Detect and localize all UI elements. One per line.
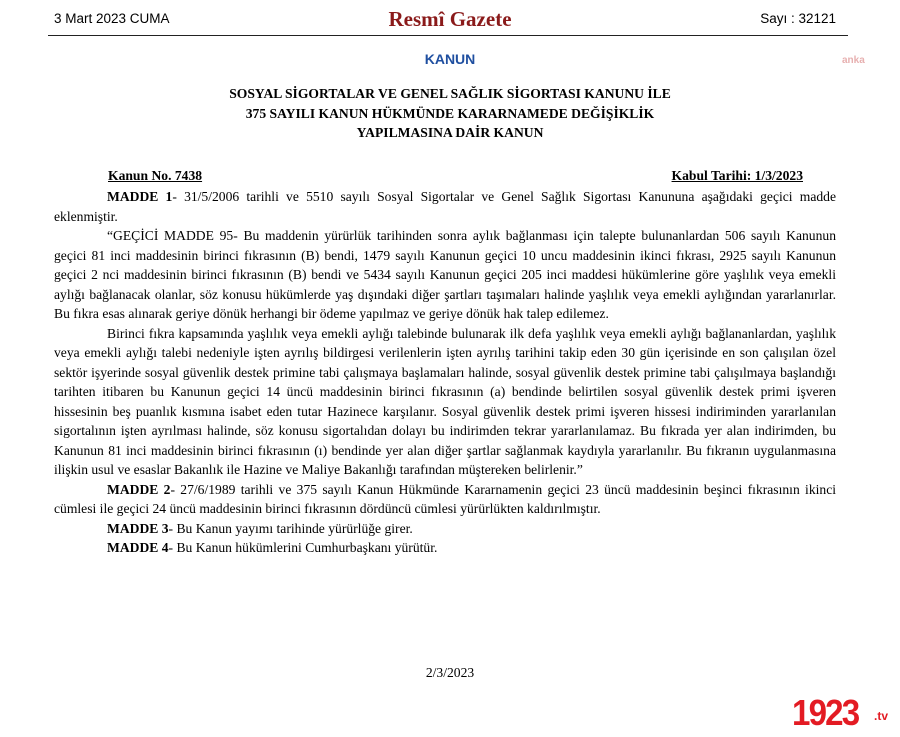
article-paragraph: [54, 187, 836, 226]
paragraph-text: - 27/6/1989 tarihli ve 375 sayılı Kanun Hükmünde Kararnamenin geçici 23 üncü maddesinin beşinci fıkrasının ikinci cümlesi ile geçici 24 üncü maddesinin birinci fıkrasının dördüncü cümlesi yürürlükten kaldırılmıştır.: [54, 481, 837, 516]
logo-number: 1923: [792, 692, 859, 733]
acceptance-date: Kabul Tarihi: 1/3/2023: [671, 168, 803, 183]
paragraph-text: - 31/5/2006 tarihli ve 5510 sayılı Sosyal Sigortalar ve Genel Sağlık Sigortası Kanununa aşağıdaki geçici madde eklenmiştir.: [54, 189, 836, 224]
article-paragraph: [54, 480, 836, 519]
issue-date: 3 Mart 2023 CUMA: [54, 11, 170, 26]
anka-watermark: anka: [842, 55, 865, 66]
law-title-line: SOSYAL SİGORTALAR VE GENEL SAĞLIK SİGORTASI KANUNU İLE: [229, 86, 671, 101]
law-title-line: 375 SAYILI KANUN HÜKMÜNDE KARARNAMEDE DEĞİŞİKLİK: [245, 105, 655, 121]
signature-date: 2/3/2023: [425, 665, 475, 680]
paragraph-text: - Bu Kanun yayımı tarihinde yürürlüğe girer.: [168, 520, 413, 536]
1923tv-logo: [792, 693, 898, 733]
law-body: [54, 187, 836, 558]
article-lead: MADDE 1: [107, 189, 173, 204]
gazette-header: [0, 0, 900, 40]
issue-number: Sayı : 32121: [760, 11, 836, 26]
law-number-row: [108, 168, 803, 186]
paragraph-text: “GEÇİCİ MADDE 95- Bu maddenin yürürlük tarihinden sonra aylık bağlanması için talepte bulunanlardan 506 sayılı Kanunun geçici 81 inci maddesinin birinci fıkrasının (B) bendi, 1479 sayılı Kanunun geçici 10 uncu maddesinin ikinci fıkrası, 2925 sayılı Kanunun geçici 2 nci maddesinin birinci fıkrasının (B) bendi ve 5434 sayılı Kanunun geçici 205 inci maddesi hükümlerine göre yaşlılık veya emekli aylığı bağlanacak olanlar, söz konusu hükümlerde yaş dışındaki diğer şartları taşımaları halinde yaşlılık veya emekli aylığından yararlanırlar. Bu fıkra esas alınarak geriye dönük herhangi bir ödeme yapılmaz ve geriye dönük hak talep edilemez.: [54, 228, 836, 321]
article-lead: MADDE 4: [107, 540, 169, 555]
article-lead: MADDE 3: [107, 520, 169, 536]
header-divider: [48, 35, 848, 36]
article-paragraph: [54, 519, 836, 539]
paragraph-text: - Bu Kanun hükümlerini Cumhurbaşkanı yürütür.: [168, 540, 438, 555]
law-title: [0, 84, 900, 143]
section-heading: KANUN: [424, 51, 476, 67]
gazette-title: Resmî Gazete: [388, 7, 512, 31]
logo-suffix: .tv: [874, 709, 889, 723]
article-paragraph: [54, 538, 836, 558]
article-paragraph: [54, 226, 836, 324]
article-paragraph: [54, 324, 836, 480]
paragraph-text: Birinci fıkra kapsamında yaşlılık veya emekli aylığı talebinde bulunarak ilk defa yaşlılık veya emekli aylığı bağlananlardan, yaşlılık veya emekli aylığı talebi nedeniyle işten ayrılış bildirgesi verilenlerin işten ayrılış tarihini takip eden 30 gün içerisinde en son çalışılan özel sektör işyerinde sosyal güvenlik destek primine tabi çalışmaya başlamaları halinde, sosyal güvenlik destek primine tabi çalışılmaya başlandığı tarihten itibaren bu Kanunun geçici 14 üncü maddesinin birinci fıkrasının (a) bendinde belirtilen sosyal güvenlik destek primi işveren hissesinin beş puanlık kısmına isabet eden tutar Hazinece karşılanır. Sosyal güvenlik destek primi işveren hissesi indiriminden yararlanılan sigortalının işten ayrılması halinde, söz konusu sigortalıdan dolayı bu indirimden tekrar yararlanılamaz. Bu fıkrada yer alan indirimden, bu Kanunun 81 inci maddesinin birinci fıkrasının (ı) bendinde yer alan diğer şartlar sağlanmak kaydıyla yararlanılır. Bu fıkranın uygulanmasına ilişkin usul ve esaslar Bakanlık ile Hazine ve Maliye Bakanlığı tarafından müştereken belirlenir.”: [54, 325, 836, 477]
law-title-line: YAPILMASINA DAİR KANUN: [356, 125, 544, 140]
law-number: Kanun No. 7438: [108, 168, 203, 183]
article-lead: MADDE 2: [107, 481, 171, 497]
